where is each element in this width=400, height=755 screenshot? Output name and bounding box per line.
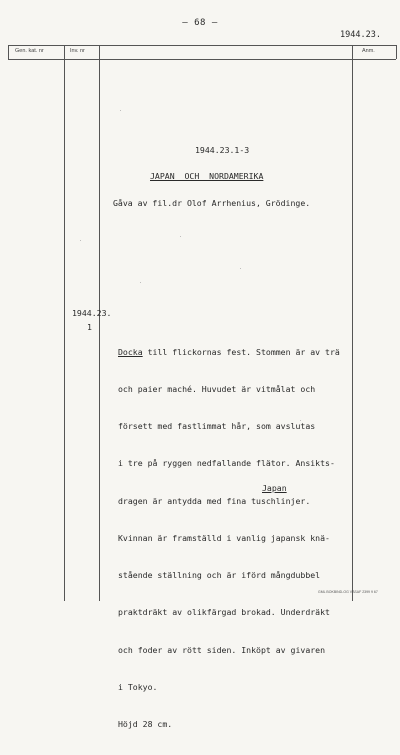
donation-note: Gåva av fil.dr Olof Arrhenius, Grödinge.	[113, 198, 311, 208]
header-rule-bottom	[8, 59, 396, 60]
item-number: 1	[87, 322, 92, 332]
column-rule-3	[352, 45, 353, 601]
description-line: Kvinnan är framställd i vanlig japansk knä-	[118, 532, 330, 543]
accession-header: 1944.23.	[340, 30, 381, 40]
description-line: försett med fastlimmat hår, som avslutas	[118, 421, 316, 432]
description-first-line	[118, 346, 340, 358]
paper-speck	[120, 110, 121, 111]
description-line: och foder av rött siden. Inköpt av givaren	[118, 644, 326, 655]
paper-speck	[240, 268, 241, 269]
paper-speck	[80, 240, 81, 241]
column-rule-2	[99, 45, 100, 601]
item-description	[118, 321, 340, 755]
description-line: dragen är antydda med fina tuschlinjer.	[118, 495, 311, 506]
column-rule-right-edge	[396, 45, 397, 59]
column-header-inv-nr: Inv. nr	[70, 48, 85, 54]
column-header-anm: Anm.	[362, 48, 375, 54]
column-rule-left-edge	[8, 45, 9, 59]
accession-number: 1944.23.	[72, 308, 112, 318]
print-code: GML BOKBIND-OG VÄSAF 2399 9 67	[318, 590, 378, 594]
paper-speck	[140, 282, 141, 283]
paper-speck	[180, 236, 181, 237]
paper-speck	[300, 420, 301, 421]
description-line: stående ställning och är iförd mångdubbel	[118, 570, 321, 581]
page-number: – 68 –	[182, 18, 218, 28]
description-line: praktdräkt av olikfärgad brokad. Underdräkt	[118, 607, 330, 618]
catalog-range: 1944.23.1-3	[195, 145, 250, 155]
description-line: Höjd 28 cm.	[118, 719, 173, 729]
header-rule-top	[8, 45, 396, 46]
description-line: i tre på ryggen nedfallande flätor. Ansikts-	[118, 458, 335, 469]
description-line: i Tokyo.	[118, 681, 158, 692]
item-title-word: Docka	[118, 346, 143, 357]
column-header-gen-kat-nr: Gen. kat. nr	[15, 48, 44, 54]
region-heading: JAPAN OCH NORDAMERIKA	[150, 171, 264, 181]
description-line: och paier maché. Huvudet är vitmålat och	[118, 384, 316, 395]
first-line-rest: till flickornas fest. Stommen är av trä	[142, 346, 340, 357]
origin-label: Japan	[262, 483, 287, 493]
column-rule-1	[64, 45, 65, 601]
